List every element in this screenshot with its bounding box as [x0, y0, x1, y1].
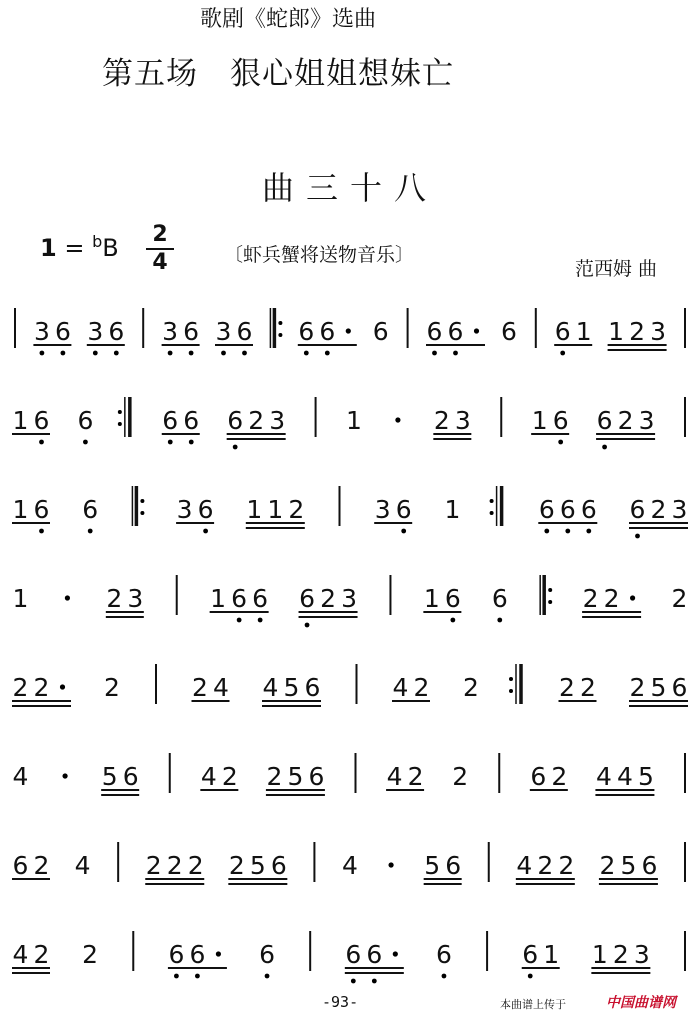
low-octave-dot: [168, 440, 173, 445]
repeat-dot: [278, 321, 282, 325]
low-octave-dot: [560, 351, 565, 356]
low-octave-dot: [174, 974, 179, 979]
repeat-dot: [548, 588, 552, 592]
low-octave-dot: [189, 351, 194, 356]
score-note: 6: [395, 495, 412, 524]
score-note: 2: [187, 851, 204, 880]
score-note: 5: [287, 762, 304, 791]
score-note: 3: [87, 317, 104, 346]
score-note: 2: [463, 673, 479, 702]
low-octave-dot: [40, 351, 45, 356]
low-octave-dot: [586, 529, 591, 534]
score-note: 6: [252, 584, 269, 613]
score-note: 6: [641, 851, 658, 880]
score-note: 3: [633, 940, 650, 969]
score-note: 4: [595, 762, 612, 791]
score-note: 5: [283, 673, 300, 702]
low-octave-dot: [351, 979, 356, 984]
score-note: 6: [372, 317, 389, 346]
score-note: 1: [12, 406, 29, 435]
score-note: 6: [77, 406, 94, 435]
low-octave-dot: [528, 974, 533, 979]
low-octave-dot: [221, 351, 226, 356]
score-note: 3: [650, 317, 667, 346]
score-note: 6: [82, 495, 99, 524]
score-note: 5: [650, 673, 667, 702]
score-note: 2: [413, 673, 430, 702]
low-octave-dot: [432, 351, 437, 356]
repeat-dot: [490, 499, 494, 503]
score-note: 2: [551, 762, 568, 791]
score-note: 1: [575, 317, 592, 346]
score-note: 6: [554, 317, 571, 346]
score-note: 2: [104, 673, 120, 702]
flat-sign: b: [92, 232, 103, 251]
low-octave-dot: [372, 979, 377, 984]
score-note: 6: [33, 406, 50, 435]
score-note: 2: [433, 406, 450, 435]
meter-top: 2: [152, 222, 168, 247]
low-octave-dot: [203, 529, 208, 534]
score-note: 3: [341, 584, 357, 613]
low-octave-dot: [242, 351, 247, 356]
score-note: 4: [12, 762, 29, 791]
score-note: 2: [582, 584, 599, 613]
score-note: 2: [599, 851, 616, 880]
score-note: 1: [423, 584, 440, 613]
low-octave-dot: [233, 445, 238, 450]
score-note: 2: [629, 673, 646, 702]
score-note: 3: [127, 584, 144, 613]
score-note: 3: [671, 495, 688, 524]
low-octave-dot: [442, 974, 447, 979]
low-octave-dot: [83, 440, 88, 445]
score-note: 1: [12, 495, 29, 524]
score-note: 2: [537, 851, 554, 880]
augmentation-dot: [388, 862, 393, 867]
score-note: 3: [374, 495, 391, 524]
score-note: 1: [210, 584, 227, 613]
score-note: 2: [558, 851, 575, 880]
low-octave-dot: [168, 351, 173, 356]
scene-title: 第五场 狠心姐姐想妹亡: [102, 56, 454, 92]
score-note: 2: [106, 584, 123, 613]
score-note: 2: [33, 851, 50, 880]
augmentation-dot: [216, 951, 221, 956]
score-note: 5: [620, 851, 637, 880]
score-note: 6: [580, 495, 597, 524]
score-note: 3: [176, 495, 193, 524]
score-note: 6: [500, 317, 517, 346]
score-note: 4: [12, 940, 29, 969]
low-octave-dot: [258, 618, 263, 623]
score-note: 6: [162, 406, 179, 435]
score-note: 1: [12, 584, 29, 613]
score-note: 4: [616, 762, 633, 791]
low-octave-dot: [565, 529, 570, 534]
score-note: 2: [671, 584, 688, 613]
low-octave-dot: [544, 529, 549, 534]
repeat-dot: [140, 499, 144, 503]
score-note: 3: [638, 406, 655, 435]
score-note: 2: [12, 673, 29, 702]
score-note: 2: [166, 851, 183, 880]
repeat-dot: [509, 677, 513, 681]
score-note: 5: [101, 762, 118, 791]
score-note: 6: [426, 317, 443, 346]
score-note: 2: [650, 495, 667, 524]
score-note: 6: [183, 406, 200, 435]
score-note: 6: [319, 317, 336, 346]
score-note: 6: [270, 851, 287, 880]
low-octave-dot: [93, 351, 98, 356]
score-note: 6: [168, 940, 185, 969]
score-note: 1: [531, 406, 548, 435]
repeat-dot: [118, 410, 122, 414]
score-note: 4: [386, 762, 403, 791]
low-octave-dot: [88, 529, 93, 534]
score-note: 6: [538, 495, 555, 524]
score-note: 4: [516, 851, 533, 880]
section-subtitle: 〔虾兵蟹将送物音乐〕: [224, 244, 415, 266]
score-note: 6: [304, 673, 321, 702]
repeat-dot: [509, 689, 513, 693]
score-note: 2: [145, 851, 162, 880]
augmentation-dot: [630, 595, 635, 600]
score-note: 2: [82, 940, 99, 969]
score-note: 6: [552, 406, 569, 435]
page-number: -93-: [322, 993, 359, 1011]
score-note: 6: [227, 406, 244, 435]
score-note: 6: [183, 317, 200, 346]
score-note: 6: [231, 584, 248, 613]
score-note: 2: [612, 940, 629, 969]
low-octave-dot: [304, 351, 309, 356]
opera-title: 歌剧《蛇郎》选曲: [200, 7, 377, 32]
score-note: 4: [213, 673, 229, 702]
score-note: 6: [259, 940, 275, 969]
score-note: 2: [288, 495, 305, 524]
low-octave-dot: [195, 974, 200, 979]
score-note: 2: [320, 584, 336, 613]
meter-bottom: 4: [152, 250, 168, 275]
score-note: 6: [345, 940, 362, 969]
score-note: 6: [12, 851, 29, 880]
score-note: 6: [54, 317, 71, 346]
score-note: 3: [215, 317, 232, 346]
score-note: 2: [248, 406, 265, 435]
score-note: 6: [522, 940, 539, 969]
score-note: 6: [33, 495, 50, 524]
score-note: 4: [392, 673, 409, 702]
score-note: 6: [530, 762, 547, 791]
score-note: 2: [33, 940, 50, 969]
low-octave-dot: [114, 351, 119, 356]
score-note: 1: [608, 317, 625, 346]
repeat-dot: [548, 600, 552, 604]
augmentation-dot: [393, 951, 398, 956]
score-note: 6: [491, 584, 508, 613]
low-octave-dot: [450, 618, 455, 623]
score-note: 6: [299, 584, 315, 613]
low-octave-dot: [602, 445, 607, 450]
score-note: 2: [580, 673, 596, 702]
score-note: 6: [108, 317, 125, 346]
low-octave-dot: [558, 440, 563, 445]
score-note: 1: [591, 940, 608, 969]
score-note: 2: [266, 762, 283, 791]
score-note: 6: [189, 940, 206, 969]
key-equals: =: [64, 234, 85, 262]
site-logo: 中国曲谱网: [606, 995, 676, 1011]
score-note: 6: [671, 673, 688, 702]
score-note: 3: [33, 317, 50, 346]
score-note: 3: [269, 406, 286, 435]
score-note: 6: [236, 317, 253, 346]
score-note: 4: [262, 673, 279, 702]
repeat-dot: [140, 511, 144, 515]
repeat-dot: [278, 333, 282, 337]
score-note: 2: [407, 762, 424, 791]
low-octave-dot: [237, 618, 242, 623]
score-note: 2: [192, 673, 208, 702]
low-octave-dot: [39, 529, 44, 534]
low-octave-dot: [305, 623, 310, 628]
augmentation-dot: [62, 773, 67, 778]
score-note: 6: [366, 940, 383, 969]
low-octave-dot: [635, 534, 640, 539]
score-note: 2: [228, 851, 245, 880]
score-note: 6: [447, 317, 464, 346]
score-note: 5: [424, 851, 441, 880]
score-note: 5: [249, 851, 266, 880]
low-octave-dot: [453, 351, 458, 356]
piece-title: 曲三十八: [262, 169, 439, 207]
augmentation-dot: [60, 684, 65, 689]
score-note: 4: [200, 762, 217, 791]
upload-note: 本曲谱上传于: [500, 998, 566, 1011]
low-octave-dot: [61, 351, 66, 356]
repeat-dot: [118, 422, 122, 426]
score-note: 6: [629, 495, 646, 524]
score-note: 6: [444, 584, 461, 613]
augmentation-dot: [474, 328, 479, 333]
score-note: 2: [221, 762, 238, 791]
augmentation-dot: [346, 328, 351, 333]
score-note: 6: [436, 940, 452, 969]
score-note: 4: [342, 851, 358, 880]
score-note: 1: [267, 495, 284, 524]
score-note: 1: [543, 940, 560, 969]
score-note: 3: [454, 406, 471, 435]
score-note: 4: [74, 851, 91, 880]
low-octave-dot: [265, 974, 270, 979]
low-octave-dot: [497, 618, 502, 623]
score-note: 2: [629, 317, 646, 346]
score-note: 1: [444, 495, 461, 524]
low-octave-dot: [401, 529, 406, 534]
score-note: 5: [637, 762, 654, 791]
score-note: 6: [308, 762, 325, 791]
augmentation-dot: [65, 595, 70, 600]
score-note: 2: [559, 673, 575, 702]
score-note: 6: [445, 851, 462, 880]
score-note: 3: [162, 317, 179, 346]
low-octave-dot: [39, 440, 44, 445]
score-note: 2: [617, 406, 634, 435]
key-note: B: [102, 234, 119, 262]
score-note: 6: [122, 762, 139, 791]
low-octave-dot: [325, 351, 330, 356]
score-note: 6: [298, 317, 315, 346]
score-note: 6: [197, 495, 214, 524]
score-note: 2: [33, 673, 50, 702]
key-one: 1: [40, 234, 57, 262]
score-note: 1: [346, 406, 362, 435]
low-octave-dot: [189, 440, 194, 445]
score-note: 2: [452, 762, 469, 791]
score-note: 1: [246, 495, 263, 524]
score-note: 6: [559, 495, 576, 524]
composer-credit: 范西姆 曲: [575, 258, 658, 280]
score-note: 2: [603, 584, 620, 613]
repeat-dot: [490, 511, 494, 515]
score-note: 6: [596, 406, 613, 435]
augmentation-dot: [395, 417, 400, 422]
